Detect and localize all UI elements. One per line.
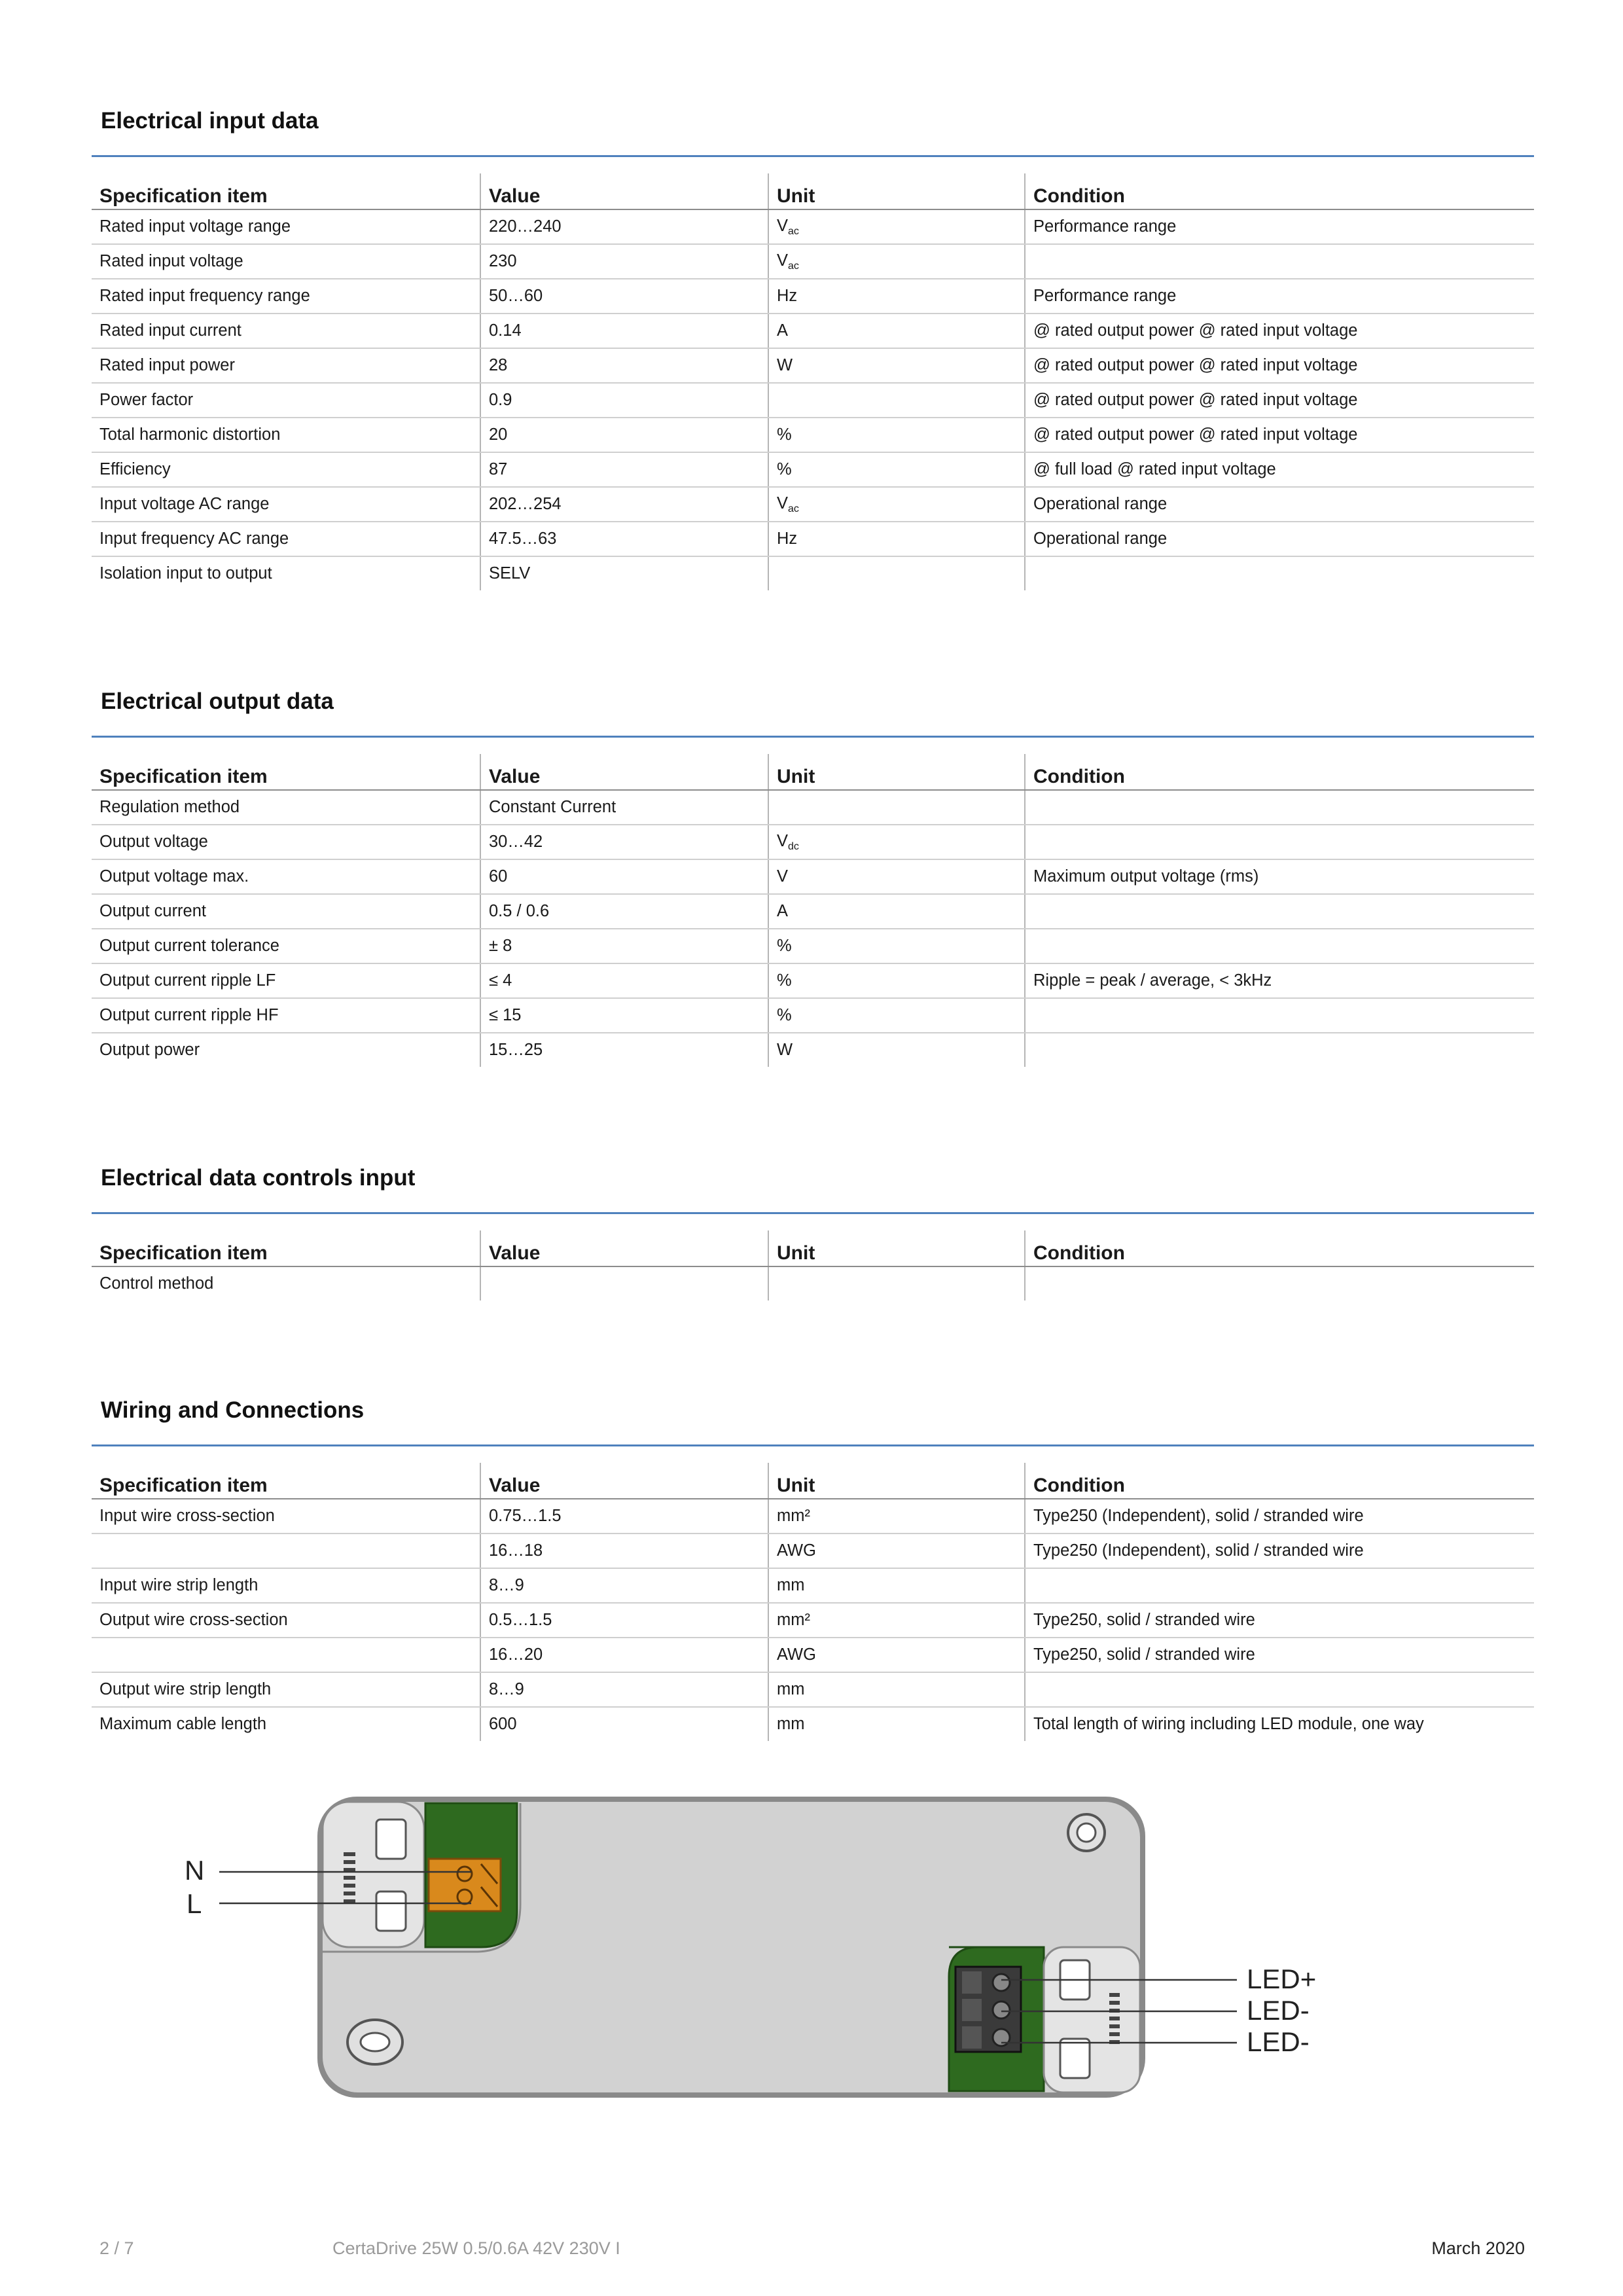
cell-value: 8…9 <box>480 1568 768 1603</box>
cell-unit <box>768 244 1025 279</box>
unit-symbol: % <box>777 460 792 478</box>
cell-condition <box>1025 1266 1534 1300</box>
table-row <box>92 209 1534 244</box>
cell-condition: @ full load @ rated input voltage <box>1025 452 1534 487</box>
cell-unit <box>768 929 1025 963</box>
footer-product-name: CertaDrive 25W 0.5/0.6A 42V 230V I <box>332 2238 620 2258</box>
cell-spec-item: Regulation method <box>92 790 480 825</box>
cell-unit <box>768 348 1025 383</box>
section-divider <box>92 736 1534 738</box>
cell-spec-item: Total harmonic distortion <box>92 418 480 452</box>
cell-unit <box>768 1603 1025 1638</box>
cell-value: 50…60 <box>480 279 768 314</box>
cell-value: 0.9 <box>480 383 768 418</box>
section-divider <box>92 1212 1534 1214</box>
unit-symbol: A <box>777 321 789 340</box>
column-header-spec-item: Specification item <box>92 1463 480 1499</box>
cell-spec-item: Control method <box>99 1274 214 1293</box>
unit-symbol: V <box>777 251 789 270</box>
table-row <box>92 418 1534 452</box>
cell-unit <box>768 383 1025 418</box>
unit-symbol: W <box>777 1041 793 1059</box>
table-row <box>92 279 1534 314</box>
output-release-slot-bottom <box>1060 2039 1090 2078</box>
cell-spec-item: Rated input current <box>92 314 480 348</box>
cell-spec-item: Input wire cross-section <box>92 1499 480 1534</box>
column-header-value: Value <box>480 1463 768 1499</box>
cell-spec-item: Power factor <box>92 383 480 418</box>
cell-value: 220…240 <box>480 209 768 244</box>
cell-condition: Operational range <box>1025 487 1534 522</box>
label-n: N <box>185 1855 205 1886</box>
cell-spec-item: Efficiency <box>92 452 480 487</box>
cell-unit <box>768 522 1025 556</box>
cell-condition: Type250 (Independent), solid / stranded wire <box>1025 1499 1534 1534</box>
cell-unit <box>768 790 1025 825</box>
cell-condition <box>1025 929 1534 963</box>
cell-condition: Operational range <box>1025 522 1534 556</box>
cell-spec-item: Input frequency AC range <box>92 522 480 556</box>
column-header-condition: Condition <box>1025 1463 1534 1499</box>
cell-unit <box>768 314 1025 348</box>
table-row <box>92 1499 1534 1534</box>
cell-value: 8…9 <box>480 1672 768 1707</box>
unit-symbol: % <box>777 425 792 444</box>
unit-symbol: mm <box>777 1576 805 1594</box>
cell-condition <box>1025 244 1534 279</box>
section-divider <box>92 155 1534 157</box>
column-header-spec-item: Specification item <box>92 754 480 790</box>
cell-value: SELV <box>480 556 768 590</box>
section-title: Electrical output data <box>101 689 334 714</box>
column-header-condition: Condition <box>1025 173 1534 209</box>
unit-symbol: Hz <box>777 287 798 305</box>
input-release-slot-bottom <box>376 1892 406 1931</box>
table-row <box>92 244 1534 279</box>
section-title: Electrical data controls input <box>101 1165 416 1191</box>
cell-unit <box>768 1672 1025 1707</box>
unit-symbol: V <box>777 831 789 850</box>
column-header-value: Value <box>480 173 768 209</box>
cell-value: 600 <box>480 1707 768 1741</box>
column-header-spec-item: Specification item <box>92 173 480 209</box>
table-row <box>92 1534 1534 1568</box>
unit-symbol: V <box>777 867 789 886</box>
cell-unit <box>768 209 1025 244</box>
cell-spec-item: Rated input power <box>92 348 480 383</box>
table-row <box>92 1638 1534 1672</box>
table-row <box>92 825 1534 859</box>
section-title: Electrical input data <box>101 108 319 134</box>
cell-value: 0.14 <box>480 314 768 348</box>
section-title: Wiring and Connections <box>101 1397 365 1423</box>
cell-spec-item <box>92 1534 480 1568</box>
input-release-slot-top <box>376 1820 406 1859</box>
cell-condition <box>1025 894 1534 929</box>
label-led-minus-2: LED- <box>1247 2026 1310 2057</box>
cell-spec-item: Output current ripple LF <box>92 963 480 998</box>
cell-spec-item: Output wire cross-section <box>92 1603 480 1638</box>
spec-table-controls <box>92 1230 1534 1300</box>
unit-subscript: ac <box>788 225 799 237</box>
cell-condition <box>1025 790 1534 825</box>
unit-symbol: % <box>777 1006 792 1024</box>
cell-value: 202…254 <box>480 487 768 522</box>
column-header-unit: Unit <box>768 1463 1025 1499</box>
cell-unit <box>768 418 1025 452</box>
cell-condition: Performance range <box>1025 279 1534 314</box>
cell-value: 20 <box>480 418 768 452</box>
cell-condition <box>1025 825 1534 859</box>
cell-value: 28 <box>480 348 768 383</box>
spec-table-wiring <box>92 1463 1534 1741</box>
column-header-unit: Unit <box>768 173 1025 209</box>
cell-spec-item: Output voltage <box>92 825 480 859</box>
cell-unit <box>768 998 1025 1033</box>
cell-value <box>480 1266 768 1300</box>
cell-spec-item: Output power <box>99 1041 200 1059</box>
cell-value: ± 8 <box>480 929 768 963</box>
cell-value: 15…25 <box>480 1033 768 1067</box>
cell-unit <box>768 279 1025 314</box>
wiring-diagram <box>164 1780 1342 2108</box>
cell-unit <box>768 1568 1025 1603</box>
cell-spec-item: Output current <box>92 894 480 929</box>
output-clamp-cover <box>1044 1947 1140 2092</box>
table-row <box>92 998 1534 1033</box>
cell-condition: Maximum output voltage (rms) <box>1025 859 1534 894</box>
cell-value: 16…18 <box>480 1534 768 1568</box>
cell-unit <box>768 1033 1025 1067</box>
column-header-unit: Unit <box>768 1230 1025 1266</box>
cell-spec-item: Maximum cable length <box>99 1715 267 1733</box>
unit-symbol: V <box>777 216 789 235</box>
table-row <box>92 452 1534 487</box>
cell-condition: @ rated output power @ rated input voltage <box>1025 383 1534 418</box>
cell-value: 230 <box>480 244 768 279</box>
unit-symbol: A <box>777 902 789 920</box>
footer-date: March 2020 <box>1431 2238 1525 2258</box>
table-row <box>92 1603 1534 1638</box>
cell-spec-item: Output current ripple HF <box>92 998 480 1033</box>
input-clamp-cover <box>323 1802 424 1947</box>
cell-unit <box>768 894 1025 929</box>
table-row <box>92 1672 1534 1707</box>
table-row <box>92 556 1534 590</box>
cell-condition: @ rated output power @ rated input voltage <box>1025 348 1534 383</box>
footer-page-number: 2 / 7 <box>99 2238 134 2258</box>
column-header-condition: Condition <box>1025 1230 1534 1266</box>
table-row <box>92 1033 1534 1067</box>
unit-symbol: mm² <box>777 1611 810 1629</box>
cell-condition: Performance range <box>1025 209 1534 244</box>
cell-spec-item: Input voltage AC range <box>92 487 480 522</box>
cell-spec-item: Output voltage max. <box>92 859 480 894</box>
cell-spec-item: Input wire strip length <box>92 1568 480 1603</box>
cell-value: 47.5…63 <box>480 522 768 556</box>
unit-symbol: AWG <box>777 1541 816 1560</box>
cell-condition: @ rated output power @ rated input voltage <box>1025 418 1534 452</box>
cell-unit <box>768 859 1025 894</box>
unit-subscript: ac <box>788 260 799 272</box>
unit-symbol: mm <box>777 1715 805 1733</box>
cell-value: 0.5 / 0.6 <box>480 894 768 929</box>
cell-spec-item: Rated input voltage <box>92 244 480 279</box>
cell-value: 16…20 <box>480 1638 768 1672</box>
table-row <box>92 522 1534 556</box>
cell-spec-item: Output current tolerance <box>92 929 480 963</box>
cell-value: 60 <box>480 859 768 894</box>
cell-value: 0.75…1.5 <box>480 1499 768 1534</box>
table-row <box>92 894 1534 929</box>
cell-condition: Type250, solid / stranded wire <box>1025 1638 1534 1672</box>
column-header-condition: Condition <box>1025 754 1534 790</box>
table-row <box>92 487 1534 522</box>
unit-symbol: % <box>777 971 792 990</box>
cell-condition <box>1025 1568 1534 1603</box>
cell-condition <box>1025 1672 1534 1707</box>
section-divider <box>92 1444 1534 1446</box>
cell-unit <box>768 1707 1025 1741</box>
cell-unit <box>768 1266 1025 1300</box>
spec-table-output <box>92 754 1534 1067</box>
cell-unit <box>768 1534 1025 1568</box>
table-row <box>92 348 1534 383</box>
label-led-plus: LED+ <box>1247 1964 1317 1994</box>
cell-condition <box>1025 998 1534 1033</box>
cell-unit <box>768 1638 1025 1672</box>
column-header-spec-item: Specification item <box>92 1230 480 1266</box>
table-row <box>92 383 1534 418</box>
cell-value: 30…42 <box>480 825 768 859</box>
label-l: L <box>187 1888 202 1919</box>
unit-symbol: Hz <box>777 529 798 548</box>
unit-symbol: mm <box>777 1680 805 1698</box>
table-row <box>92 963 1534 998</box>
unit-subscript: ac <box>788 503 799 514</box>
table-row <box>92 1568 1534 1603</box>
cell-value: 0.5…1.5 <box>480 1603 768 1638</box>
unit-symbol: mm² <box>777 1507 810 1525</box>
table-row <box>92 790 1534 825</box>
table-row <box>92 1266 1534 1300</box>
cell-spec-item: Rated input frequency range <box>92 279 480 314</box>
cell-spec-item: Output wire strip length <box>92 1672 480 1707</box>
label-led-minus-1: LED- <box>1247 1995 1310 2026</box>
cell-condition <box>1025 1033 1534 1067</box>
table-row <box>92 1707 1534 1741</box>
cell-condition: @ rated output power @ rated input voltage <box>1025 314 1534 348</box>
table-row <box>92 859 1534 894</box>
table-row <box>92 314 1534 348</box>
cell-value: 87 <box>480 452 768 487</box>
cell-value: ≤ 15 <box>480 998 768 1033</box>
unit-subscript: dc <box>788 840 799 852</box>
cell-unit <box>768 825 1025 859</box>
cell-spec-item <box>92 1638 480 1672</box>
cell-condition <box>1025 556 1534 590</box>
cell-value: ≤ 4 <box>480 963 768 998</box>
cell-spec-item: Isolation input to output <box>99 564 272 583</box>
unit-symbol: % <box>777 937 792 955</box>
unit-symbol: W <box>777 356 793 374</box>
spec-table-input <box>92 173 1534 590</box>
cell-condition: Type250 (Independent), solid / stranded wire <box>1025 1534 1534 1568</box>
cell-spec-item: Rated input voltage range <box>92 209 480 244</box>
cell-unit <box>768 452 1025 487</box>
unit-symbol: AWG <box>777 1645 816 1664</box>
cell-unit <box>768 963 1025 998</box>
column-header-value: Value <box>480 1230 768 1266</box>
cell-value: Constant Current <box>480 790 768 825</box>
cell-condition: Type250, solid / stranded wire <box>1025 1603 1534 1638</box>
cell-unit <box>768 487 1025 522</box>
column-header-value: Value <box>480 754 768 790</box>
cell-condition: Total length of wiring including LED module, one way <box>1025 1707 1534 1741</box>
cell-unit <box>768 556 1025 590</box>
unit-symbol: V <box>777 493 789 512</box>
cell-unit <box>768 1499 1025 1534</box>
table-row <box>92 929 1534 963</box>
column-header-unit: Unit <box>768 754 1025 790</box>
cell-condition: Ripple = peak / average, < 3kHz <box>1025 963 1534 998</box>
driver-illustration <box>164 1780 1342 2108</box>
